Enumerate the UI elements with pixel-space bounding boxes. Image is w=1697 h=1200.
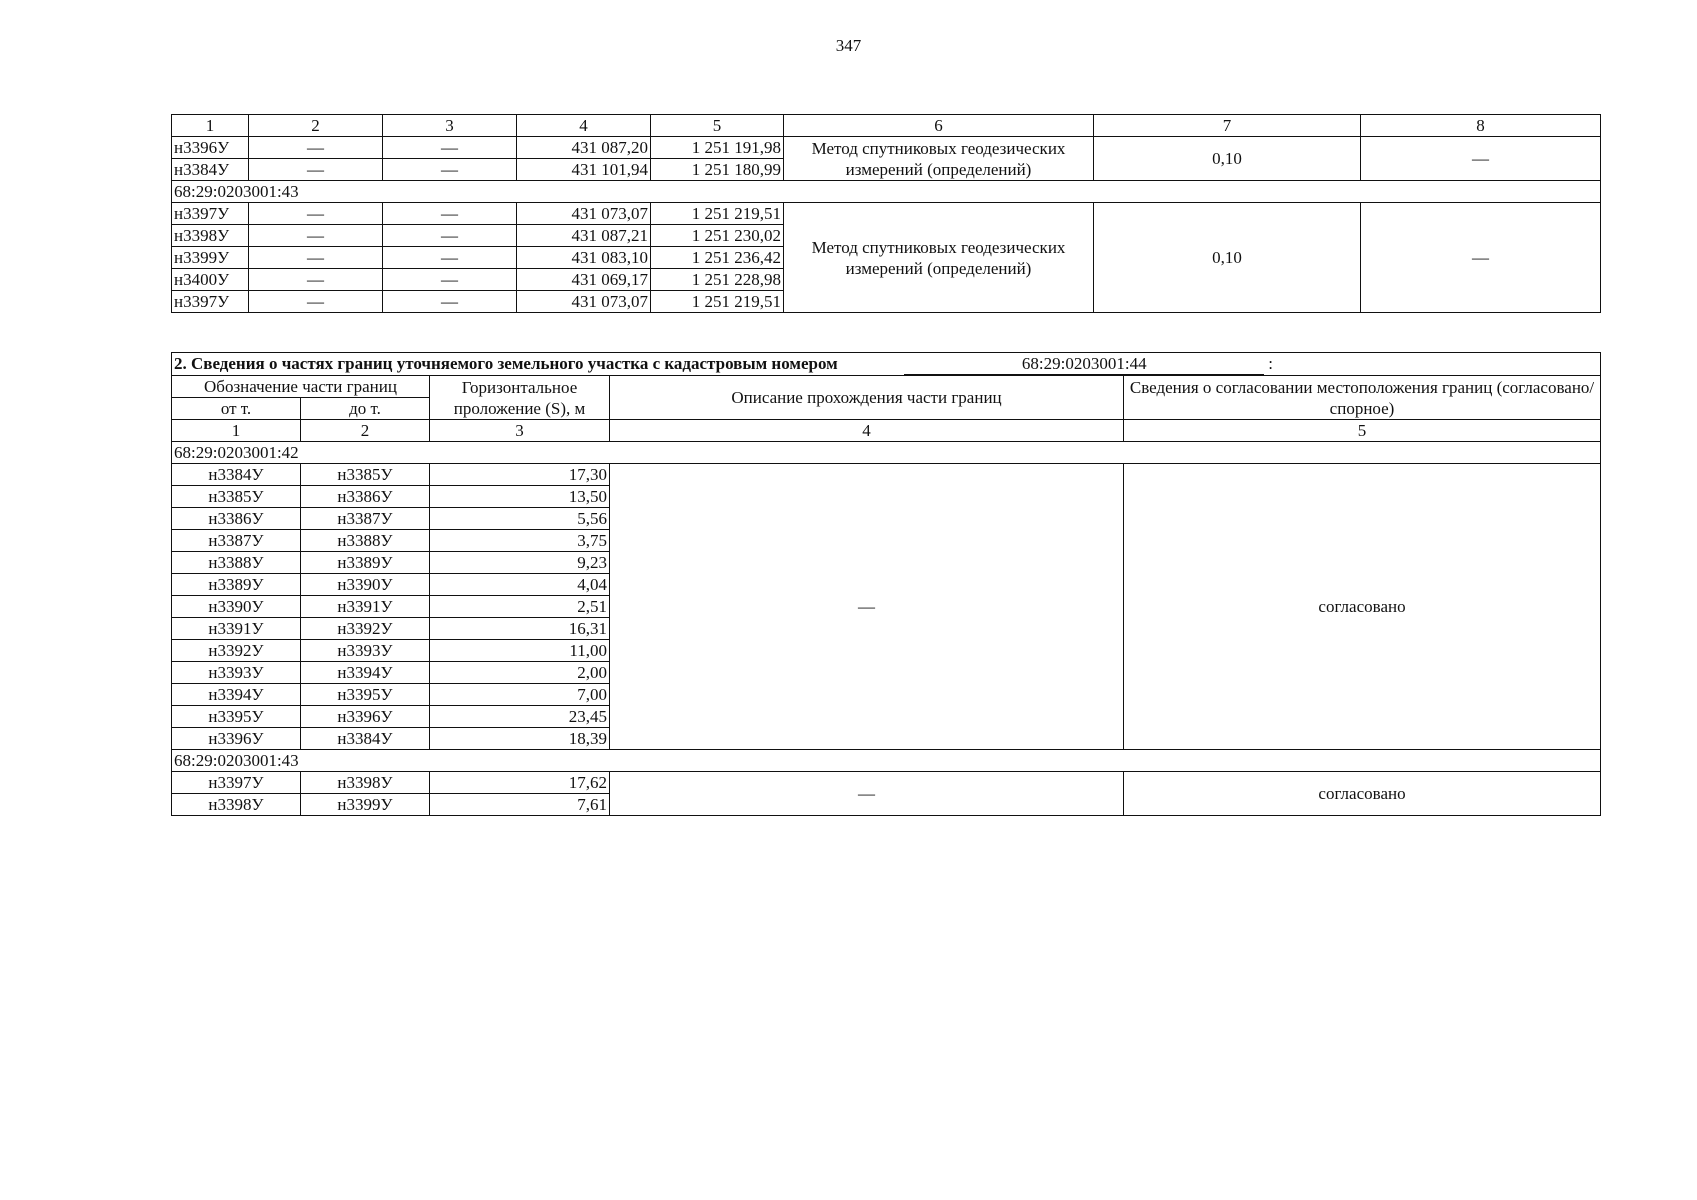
horizontal-distance: 17,62 (430, 772, 610, 794)
column-header: 1 (172, 115, 249, 137)
column-number: 5 (1124, 420, 1601, 442)
y-coordinate: 1 251 228,98 (651, 269, 784, 291)
col2-value: — (249, 203, 383, 225)
table-row (172, 203, 1601, 225)
page-number: 347 (835, 36, 862, 55)
point-name: н3397У (172, 203, 249, 225)
header-agreement: Сведения о согласовании местоположения границ (согласовано/спорное) (1124, 376, 1601, 420)
from-point: н3385У (172, 486, 301, 508)
column-number: 3 (430, 420, 610, 442)
x-coordinate: 431 069,17 (517, 269, 651, 291)
horizontal-distance: 3,75 (430, 530, 610, 552)
to-point: н3387У (301, 508, 430, 530)
col2-value: — (249, 269, 383, 291)
accuracy-cell: 0,10 (1094, 203, 1361, 313)
col3-value: — (383, 203, 517, 225)
from-point: н3393У (172, 662, 301, 684)
section-title: 2. Сведения о частях границ уточняемого земельного участка с кадастровым номером (174, 354, 838, 373)
horizontal-distance: 2,00 (430, 662, 610, 684)
description-cell: — (610, 772, 1124, 816)
from-point: н3394У (172, 684, 301, 706)
table-row (172, 464, 1601, 486)
x-coordinate: 431 073,07 (517, 291, 651, 313)
to-point: н3399У (301, 794, 430, 816)
column-header: 7 (1094, 115, 1361, 137)
cadastral-number: 68:29:0203001:44 (904, 353, 1264, 375)
from-point: н3395У (172, 706, 301, 728)
col8-cell: — (1361, 203, 1601, 313)
boundary-parts-table (171, 352, 1601, 816)
horizontal-distance: 13,50 (430, 486, 610, 508)
point-name: н3399У (172, 247, 249, 269)
column-number: 1 (172, 420, 301, 442)
to-point: н3394У (301, 662, 430, 684)
agreement-cell: согласовано (1124, 772, 1601, 816)
from-point: н3387У (172, 530, 301, 552)
column-header: 4 (517, 115, 651, 137)
col2-value: — (249, 137, 383, 159)
coordinates-table (171, 114, 1601, 313)
column-header: 6 (784, 115, 1094, 137)
from-point: н3389У (172, 574, 301, 596)
point-name: н3397У (172, 291, 249, 313)
y-coordinate: 1 251 180,99 (651, 159, 784, 181)
column-number: 2 (301, 420, 430, 442)
horizontal-distance: 7,00 (430, 684, 610, 706)
col3-value: — (383, 269, 517, 291)
x-coordinate: 431 087,20 (517, 137, 651, 159)
header-row-1 (172, 376, 1601, 398)
x-coordinate: 431 083,10 (517, 247, 651, 269)
parcel-label: 68:29:0203001:43 (172, 750, 1601, 772)
horizontal-distance: 7,61 (430, 794, 610, 816)
description-cell: — (610, 464, 1124, 750)
column-number: 4 (610, 420, 1124, 442)
agreement-cell: согласовано (1124, 464, 1601, 750)
header-from: от т. (172, 398, 301, 420)
from-point: н3397У (172, 772, 301, 794)
x-coordinate: 431 087,21 (517, 225, 651, 247)
header-description: Описание прохождения части границ (610, 376, 1124, 420)
parcel-label-row (172, 442, 1601, 464)
col3-value: — (383, 159, 517, 181)
from-point: н3384У (172, 464, 301, 486)
col2-value: — (249, 247, 383, 269)
to-point: н3396У (301, 706, 430, 728)
point-name: н3400У (172, 269, 249, 291)
col3-value: — (383, 137, 517, 159)
column-number-row (172, 420, 1601, 442)
column-header-row (172, 115, 1601, 137)
y-coordinate: 1 251 230,02 (651, 225, 784, 247)
parcel-label: 68:29:0203001:43 (172, 181, 1601, 203)
y-coordinate: 1 251 236,42 (651, 247, 784, 269)
from-point: н3398У (172, 794, 301, 816)
horizontal-distance: 16,31 (430, 618, 610, 640)
horizontal-distance: 5,56 (430, 508, 610, 530)
column-header: 5 (651, 115, 784, 137)
y-coordinate: 1 251 219,51 (651, 291, 784, 313)
from-point: н3392У (172, 640, 301, 662)
column-header: 3 (383, 115, 517, 137)
col2-value: — (249, 291, 383, 313)
y-coordinate: 1 251 191,98 (651, 137, 784, 159)
col2-value: — (249, 159, 383, 181)
x-coordinate: 431 101,94 (517, 159, 651, 181)
to-point: н3389У (301, 552, 430, 574)
parcel-label-row (172, 181, 1601, 203)
section-title-row (172, 353, 1601, 376)
x-coordinate: 431 073,07 (517, 203, 651, 225)
horizontal-distance: 2,51 (430, 596, 610, 618)
from-point: н3396У (172, 728, 301, 750)
from-point: н3388У (172, 552, 301, 574)
col3-value: — (383, 291, 517, 313)
to-point: н3393У (301, 640, 430, 662)
column-header: 8 (1361, 115, 1601, 137)
to-point: н3388У (301, 530, 430, 552)
method-cell: Метод спутниковых геодезических измерений (определений) (784, 137, 1094, 181)
column-header: 2 (249, 115, 383, 137)
parcel-label: 68:29:0203001:42 (172, 442, 1601, 464)
point-name: н3384У (172, 159, 249, 181)
col3-value: — (383, 225, 517, 247)
point-name: н3398У (172, 225, 249, 247)
to-point: н3386У (301, 486, 430, 508)
col8-cell: — (1361, 137, 1601, 181)
title-colon: : (1268, 354, 1273, 373)
to-point: н3390У (301, 574, 430, 596)
horizontal-distance: 9,23 (430, 552, 610, 574)
to-point: н3392У (301, 618, 430, 640)
y-coordinate: 1 251 219,51 (651, 203, 784, 225)
header-horizontal: Горизонтальное проложение (S), м (430, 376, 610, 420)
to-point: н3385У (301, 464, 430, 486)
to-point: н3395У (301, 684, 430, 706)
table-row (172, 137, 1601, 159)
from-point: н3391У (172, 618, 301, 640)
col3-value: — (383, 247, 517, 269)
from-point: н3386У (172, 508, 301, 530)
to-point: н3384У (301, 728, 430, 750)
accuracy-cell: 0,10 (1094, 137, 1361, 181)
header-to: до т. (301, 398, 430, 420)
horizontal-distance: 11,00 (430, 640, 610, 662)
to-point: н3391У (301, 596, 430, 618)
point-name: н3396У (172, 137, 249, 159)
horizontal-distance: 17,30 (430, 464, 610, 486)
to-point: н3398У (301, 772, 430, 794)
header-part-designation: Обозначение части границ (172, 376, 430, 398)
parcel-label-row (172, 750, 1601, 772)
horizontal-distance: 4,04 (430, 574, 610, 596)
horizontal-distance: 18,39 (430, 728, 610, 750)
horizontal-distance: 23,45 (430, 706, 610, 728)
col2-value: — (249, 225, 383, 247)
table-row (172, 772, 1601, 794)
from-point: н3390У (172, 596, 301, 618)
method-cell: Метод спутниковых геодезических измерений (определений) (784, 203, 1094, 313)
